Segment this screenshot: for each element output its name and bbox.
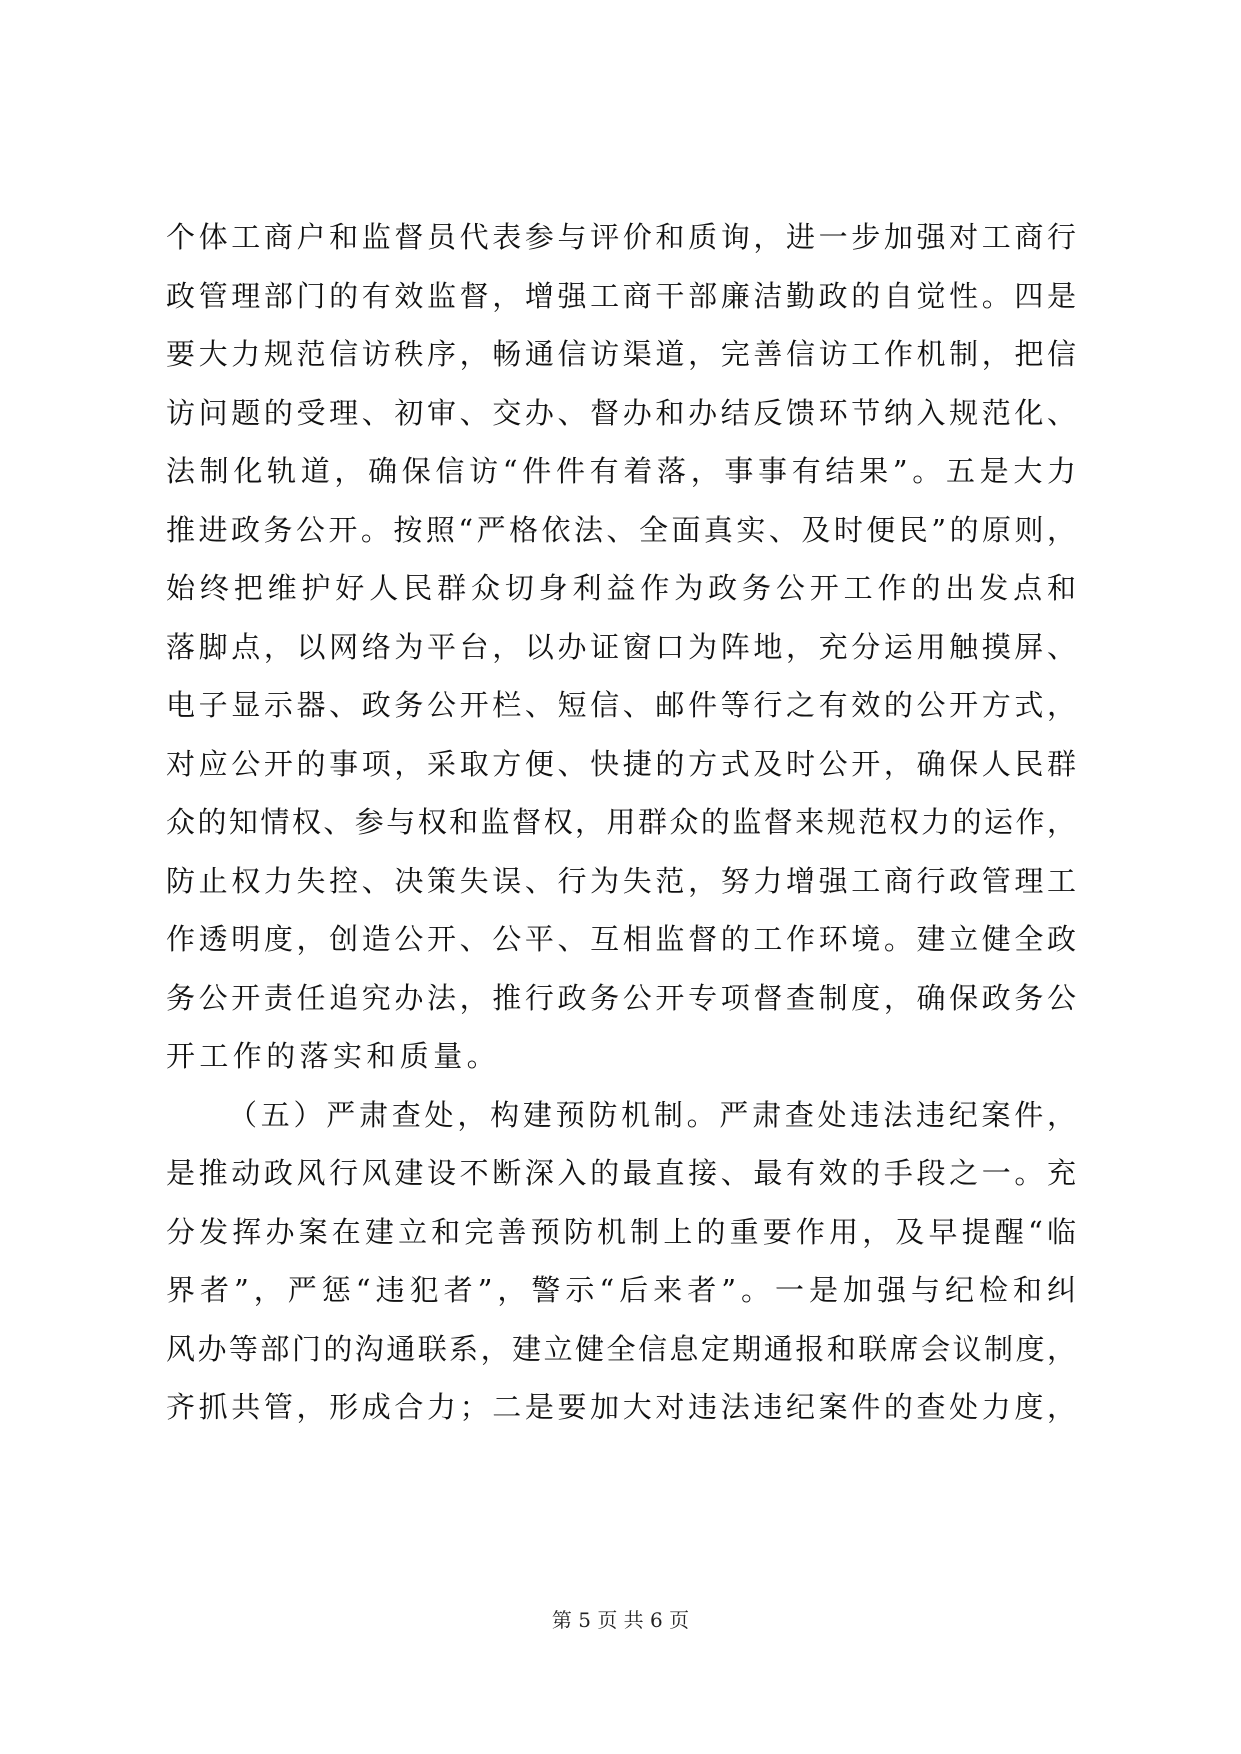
text-line: 务公开责任追究办法，推行政务公开专项督查制度，确保政务公: [166, 980, 1076, 1015]
text-line-paragraph-start: （五）严肃查处，构建预防机制。严肃查处违法违纪案件，: [228, 1097, 1076, 1132]
text-line: 风办等部门的沟通联系，建立健全信息定期通报和联席会议制度，: [166, 1331, 1076, 1366]
text-line: 政管理部门的有效监督，增强工商干部廉洁勤政的自觉性。四是: [166, 278, 1076, 313]
page-number-footer: 第 5 页 共 6 页: [551, 1608, 690, 1632]
text-line: 个体工商户和监督员代表参与评价和质询，进一步加强对工商行: [166, 220, 1076, 254]
text-line: 法制化轨道，确保信访“件件有着落，事事有结果”。五是大力: [166, 454, 1076, 488]
text-line: 众的知情权、参与权和监督权，用群众的监督来规范权力的运作，: [166, 805, 1076, 839]
text-line: 作透明度，创造公开、公平、互相监督的工作环境。建立健全政: [166, 922, 1076, 956]
text-line: 是推动政风行风建设不断深入的最直接、最有效的手段之一。充: [166, 1156, 1076, 1190]
text-line: 要大力规范信访秩序，畅通信访渠道，完善信访工作机制，把信: [166, 337, 1076, 371]
text-line: 防止权力失控、决策失误、行为失范，努力增强工商行政管理工: [166, 863, 1076, 898]
text-line-paragraph-end: 开工作的落实和质量。: [166, 1039, 501, 1073]
text-line: 落脚点，以网络为平台，以办证窗口为阵地，充分运用触摸屏、: [166, 629, 1076, 664]
text-line: 推进政务公开。按照“严格依法、全面真实、及时便民”的原则，: [166, 512, 1076, 547]
text-line: 对应公开的事项，采取方便、快捷的方式及时公开，确保人民群: [166, 746, 1076, 781]
text-line: 齐抓共管，形成合力；二是要加大对违法违纪案件的查处力度，: [166, 1390, 1076, 1424]
text-line: 分发挥办案在建立和完善预防机制上的重要作用，及早提醒“临: [166, 1214, 1076, 1249]
document-body: [166, 208, 1076, 1437]
text-line: 界者”，严惩“违犯者”，警示“后来者”。一是加强与纪检和纠: [166, 1273, 1076, 1307]
text-line: 始终把维护好人民群众切身利益作为政务公开工作的出发点和: [166, 571, 1076, 605]
text-line: 访问题的受理、初审、交办、督办和办结反馈环节纳入规范化、: [166, 395, 1076, 430]
text-line: 电子显示器、政务公开栏、短信、邮件等行之有效的公开方式，: [166, 688, 1076, 722]
